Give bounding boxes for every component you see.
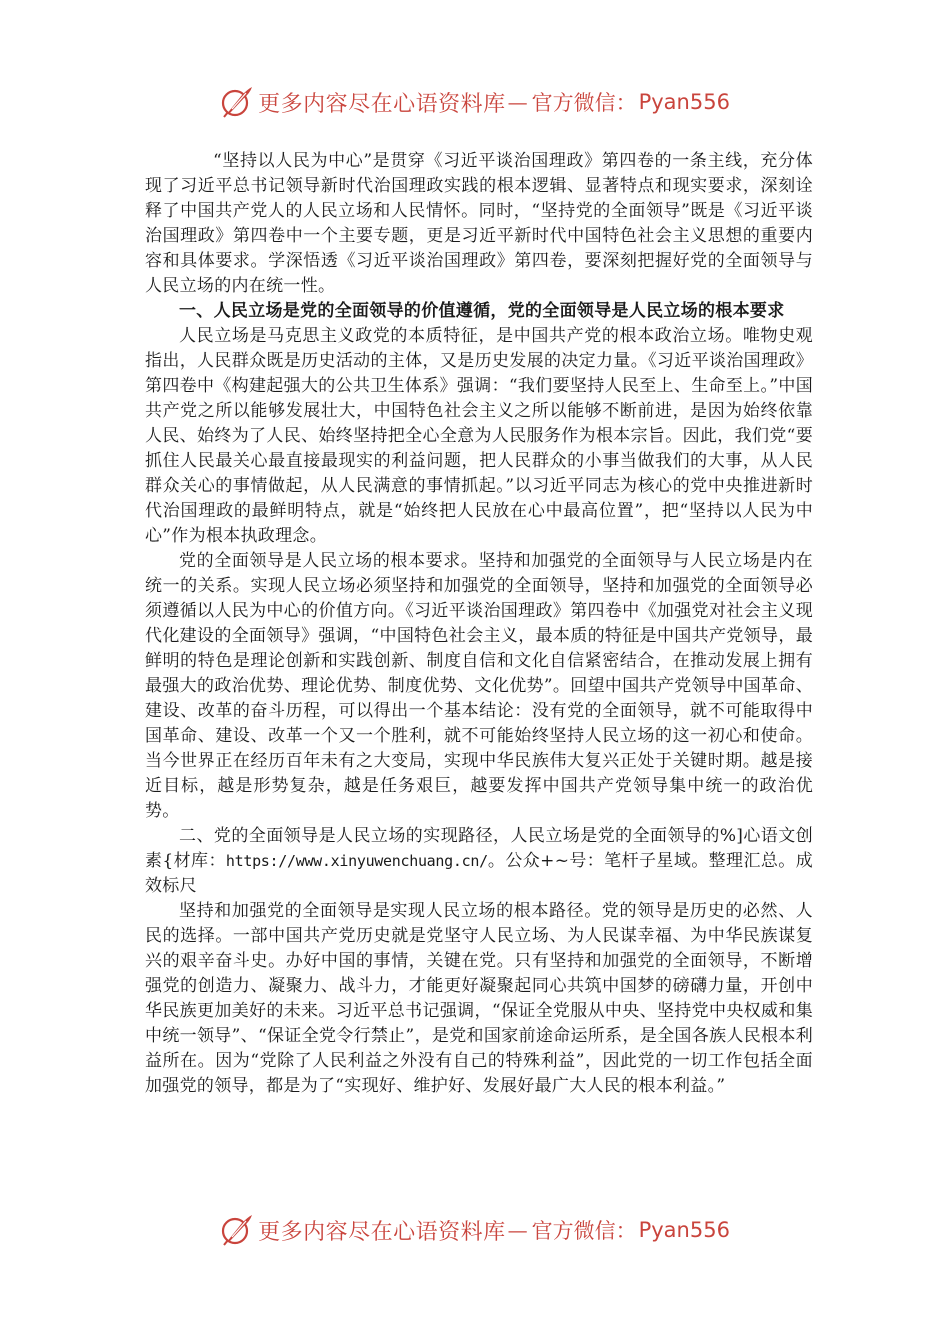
body-paragraph-3: 坚持和加强党的全面领导是实现人民立场的根本路径。党的领导是历史的必然、人民的选择。一部中国共产党历史就是党坚守人民立场、为人民谋幸福、为中华民族谋复兴的艰辛奋斗史。办好中国的事情，关键在党。只有坚持和加强党的全面领导，不断增强党的创造力、凝聚力、战斗力，才能更好凝聚起同心共筑中国梦的磅礴力量，开创中华民族更加美好的未来。习近平总书记强调，“保证全党服从中央、坚持党中央权威和集中统一领导”、“保证全党令行禁止”，是党和国家前途命运所系，是全国各族人民根本利益所在。因为“党除了人民利益之外没有自己的特殊利益”，因此党的一切工作包括全面加强党的领导，都是为了“实现好、维护好、发展好最广大人民的根本利益。” (145, 901, 813, 1096)
footer-banner (0, 1208, 950, 1252)
intro-paragraph: “坚持以人民为中心”是贯穿《习近平谈治国理政》第四卷的一条主线，充分体现了习近平总书记领导新时代治国理政实践的根本逻辑、显著特点和现实要求，深刻诠释了中国共产党人的人民立场和人民情怀。同时，“坚持党的全面领导”既是《习近平谈治国理政》第四卷中一个主要专题，更是习近平新时代中国特色社会主义思想的重要内容和具体要求。学深悟透《习近平谈治国理政》第四卷，要深刻把握好党的全面领导与人民立场的内在统一性。 (145, 151, 813, 296)
body-paragraph-1: 人民立场是马克思主义政党的本质特征，是中国共产党的根本政治立场。唯物史观指出，人民群众既是历史活动的主体，又是历史发展的决定力量。《习近平谈治国理政》第四卷中《构建起强大的公共卫生体系》强调：“我们要坚持人民至上、生命至上。”中国共产党之所以能够发展壮大，中国特色社会主义之所以能够不断前进，是因为始终依靠人民、始终为了人民、始终坚持把全心全意为人民服务作为根本宗旨。因此，我们党“要抓住人民最关心最直接最现实的利益问题，把人民群众的小事当做我们的大事，从人民群众关心的事情做起，从人民满意的事情抓起。”以习近平同志为核心的党中央推进新时代治国理政的最鲜明特点，就是“始终把人民放在心中最高位置”，把“坚持以人民为中心”作为根本执政理念。 (145, 326, 813, 546)
section-heading-1: 一、人民立场是党的全面领导的价值遵循，党的全面领导是人民立场的根本要求 (179, 301, 785, 321)
banner-title: 更多内容尽在心语资料库 (258, 1219, 506, 1245)
section-heading-2-url: https://www.xinyuwenchuang.cn/ (225, 852, 488, 870)
section-heading-2-part-a: 二、党的全面领导是人民立场的实现路径，人民立场是党的全面领导的%]心语文创素{材库： (145, 826, 813, 871)
banner-separator: — (507, 90, 528, 114)
article-body (145, 149, 813, 1099)
body-paragraph-2: 党的全面领导是人民立场的根本要求。坚持和加强党的全面领导与人民立场是内在统一的关系。实现人民立场必须坚持和加强党的全面领导，坚持和加强党的全面领导必须遵循以人民为中心的价值方向。《习近平谈治国理政》第四卷中《加强党对社会主义现代化建设的全面领导》强调，“中国特色社会主义，最本质的特征是中国共产党领导，最鲜明的特色是理论创新和实践创新、制度自信和文化自信紧密结合，在推动发展上拥有最强大的政治优势、理论优势、制度优势、文化优势”。回望中国共产党领导中国革命、建设、改革的奋斗历程，可以得出一个基本结论：没有党的全面领导，就不可能取得中国革命、建设、改革一个又一个胜利，就不可能始终坚持人民立场的这一初心和使命。当今世界正在经历百年未有之大变局，实现中华民族伟大复兴正处于关键时期。越是接近目标，越是形势复杂，越是任务艰巨，越要发挥中国共产党领导集中统一的政治优势。 (145, 551, 813, 821)
section-heading-2-part-b: 。公众+~号：笔杆子星域。整理汇总。成效标尺 (145, 851, 813, 896)
banner-separator: — (507, 1218, 528, 1242)
banner-wechat-id: Pyan556 (638, 1218, 730, 1242)
header-banner (0, 80, 950, 124)
section-heading-2 (145, 824, 813, 899)
banner-title: 更多内容尽在心语资料库 (258, 91, 506, 117)
banner-wechat-id: Pyan556 (638, 90, 730, 114)
quill-logo-icon (220, 1213, 254, 1247)
quill-logo-icon (220, 85, 254, 119)
banner-wechat-label: 官方微信： (531, 1219, 637, 1243)
banner-wechat-label: 官方微信： (531, 91, 637, 115)
